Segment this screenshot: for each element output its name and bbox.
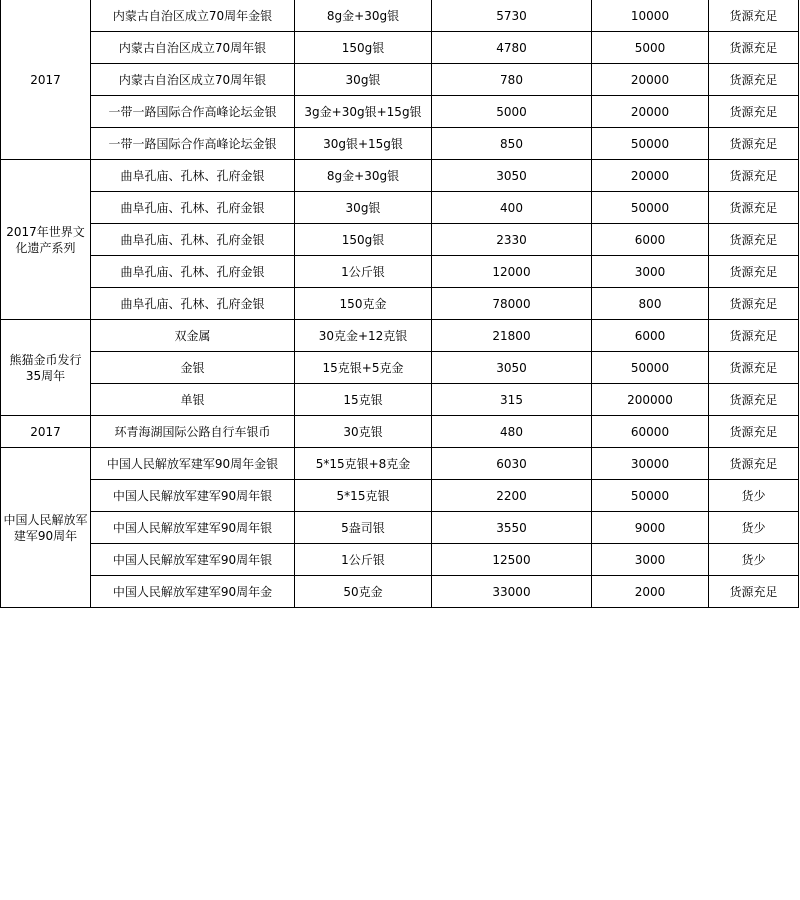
spec-cell: 5*15克银+8克金 [295,448,432,480]
spec-cell: 30g银+15g银 [295,128,432,160]
quantity-cell: 2000 [592,576,709,608]
quantity-cell: 200000 [592,384,709,416]
price-cell: 850 [432,128,592,160]
table-row [1,416,799,448]
spec-cell: 150克金 [295,288,432,320]
spec-cell: 5盎司银 [295,512,432,544]
stock-status-cell: 货源充足 [709,448,799,480]
stock-status-cell: 货源充足 [709,192,799,224]
stock-status-cell: 货源充足 [709,288,799,320]
spec-cell: 150g银 [295,32,432,64]
stock-status-cell: 货少 [709,480,799,512]
coin-name-cell: 曲阜孔庙、孔林、孔府金银 [91,256,295,288]
quantity-cell: 20000 [592,64,709,96]
series-group-cell: 2017 [1,0,91,160]
table-row [1,544,799,576]
quantity-cell: 800 [592,288,709,320]
price-cell: 21800 [432,320,592,352]
spec-cell: 15克银 [295,384,432,416]
table-row [1,352,799,384]
stock-status-cell: 货少 [709,512,799,544]
coin-name-cell: 单银 [91,384,295,416]
stock-status-cell: 货源充足 [709,0,799,32]
spec-cell: 30g银 [295,64,432,96]
spec-cell: 5*15克银 [295,480,432,512]
coin-name-cell: 双金属 [91,320,295,352]
coin-name-cell: 曲阜孔庙、孔林、孔府金银 [91,160,295,192]
price-cell: 5000 [432,96,592,128]
quantity-cell: 6000 [592,224,709,256]
stock-status-cell: 货源充足 [709,224,799,256]
price-cell: 5730 [432,0,592,32]
coin-name-cell: 曲阜孔庙、孔林、孔府金银 [91,224,295,256]
price-cell: 12500 [432,544,592,576]
price-cell: 12000 [432,256,592,288]
table-row [1,480,799,512]
spec-cell: 150g银 [295,224,432,256]
price-cell: 400 [432,192,592,224]
spec-cell: 30克银 [295,416,432,448]
coin-name-cell: 一带一路国际合作高峰论坛金银 [91,128,295,160]
quantity-cell: 10000 [592,0,709,32]
stock-status-cell: 货源充足 [709,160,799,192]
quantity-cell: 50000 [592,352,709,384]
table-row [1,512,799,544]
price-cell: 2200 [432,480,592,512]
quantity-cell: 50000 [592,192,709,224]
coin-name-cell: 中国人民解放军建军90周年银 [91,512,295,544]
stock-status-cell: 货少 [709,544,799,576]
coin-table-body [1,0,799,608]
coin-name-cell: 内蒙古自治区成立70周年银 [91,64,295,96]
price-cell: 780 [432,64,592,96]
coin-name-cell: 中国人民解放军建军90周年银 [91,544,295,576]
quantity-cell: 3000 [592,544,709,576]
coin-name-cell: 内蒙古自治区成立70周年银 [91,32,295,64]
spec-cell: 1公斤银 [295,544,432,576]
coin-name-cell: 曲阜孔庙、孔林、孔府金银 [91,288,295,320]
table-row [1,576,799,608]
coin-name-cell: 环青海湖国际公路自行车银币 [91,416,295,448]
table-row [1,96,799,128]
series-group-cell: 中国人民解放军建军90周年 [1,448,91,608]
price-cell: 315 [432,384,592,416]
coin-name-cell: 曲阜孔庙、孔林、孔府金银 [91,192,295,224]
coin-name-cell: 中国人民解放军建军90周年金银 [91,448,295,480]
price-cell: 4780 [432,32,592,64]
quantity-cell: 20000 [592,160,709,192]
table-row [1,224,799,256]
table-row [1,256,799,288]
price-cell: 33000 [432,576,592,608]
price-cell: 2330 [432,224,592,256]
stock-status-cell: 货源充足 [709,352,799,384]
stock-status-cell: 货源充足 [709,32,799,64]
quantity-cell: 3000 [592,256,709,288]
quantity-cell: 9000 [592,512,709,544]
table-row [1,128,799,160]
table-row [1,160,799,192]
spec-cell: 8g金+30g银 [295,0,432,32]
quantity-cell: 20000 [592,96,709,128]
stock-status-cell: 货源充足 [709,320,799,352]
stock-status-cell: 货源充足 [709,416,799,448]
quantity-cell: 60000 [592,416,709,448]
stock-status-cell: 货源充足 [709,64,799,96]
quantity-cell: 6000 [592,320,709,352]
coin-name-cell: 中国人民解放军建军90周年金 [91,576,295,608]
stock-status-cell: 货源充足 [709,384,799,416]
series-group-cell: 2017 [1,416,91,448]
quantity-cell: 50000 [592,480,709,512]
price-cell: 480 [432,416,592,448]
coin-name-cell: 内蒙古自治区成立70周年金银 [91,0,295,32]
spec-cell: 8g金+30g银 [295,160,432,192]
spec-cell: 30g银 [295,192,432,224]
price-cell: 3050 [432,160,592,192]
table-row [1,192,799,224]
series-group-cell: 2017年世界文化遗产系列 [1,160,91,320]
spec-cell: 30克金+12克银 [295,320,432,352]
table-row [1,32,799,64]
stock-status-cell: 货源充足 [709,96,799,128]
spec-cell: 1公斤银 [295,256,432,288]
spec-cell: 3g金+30g银+15g银 [295,96,432,128]
spec-cell: 50克金 [295,576,432,608]
stock-status-cell: 货源充足 [709,576,799,608]
price-cell: 3550 [432,512,592,544]
table-row [1,288,799,320]
coin-name-cell: 中国人民解放军建军90周年银 [91,480,295,512]
table-row [1,448,799,480]
coin-name-cell: 一带一路国际合作高峰论坛金银 [91,96,295,128]
price-cell: 3050 [432,352,592,384]
spec-cell: 15克银+5克金 [295,352,432,384]
quantity-cell: 5000 [592,32,709,64]
quantity-cell: 50000 [592,128,709,160]
table-row [1,320,799,352]
stock-status-cell: 货源充足 [709,256,799,288]
table-row [1,384,799,416]
coin-name-cell: 金银 [91,352,295,384]
table-row [1,64,799,96]
table-row [1,0,799,32]
stock-status-cell: 货源充足 [709,128,799,160]
series-group-cell: 熊猫金币发行35周年 [1,320,91,416]
quantity-cell: 30000 [592,448,709,480]
price-cell: 6030 [432,448,592,480]
price-cell: 78000 [432,288,592,320]
